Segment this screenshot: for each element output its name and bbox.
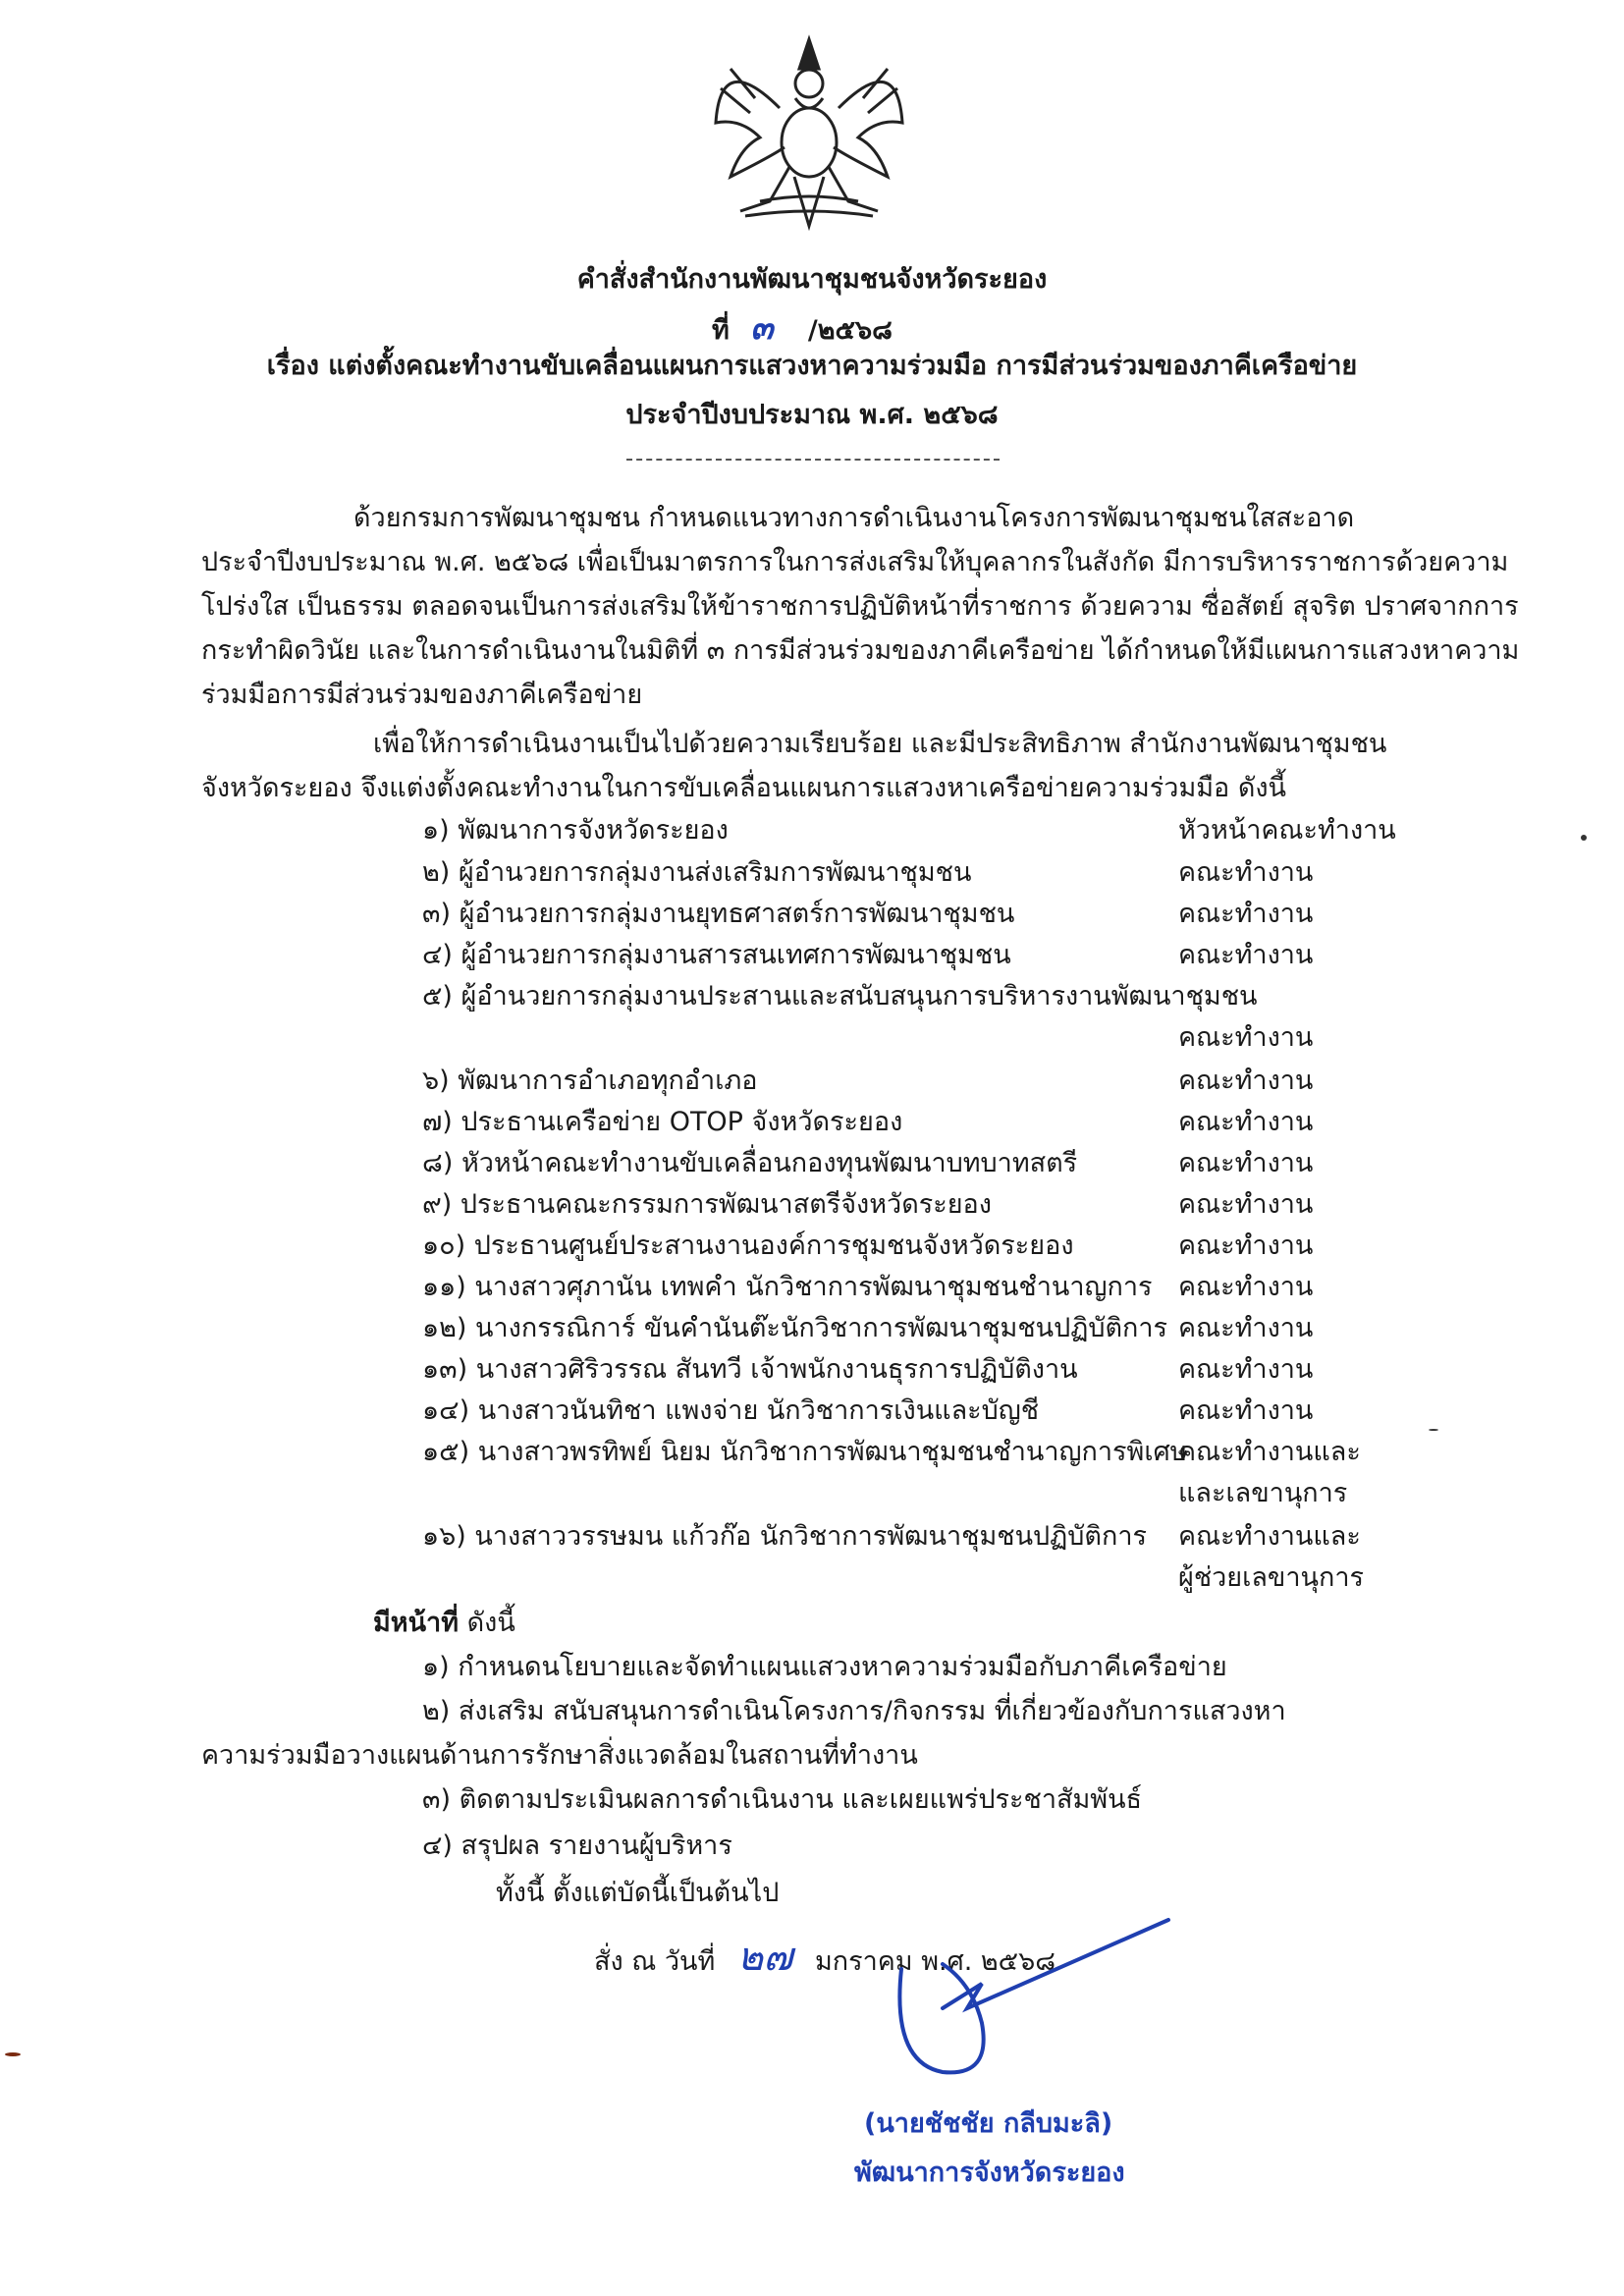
- member-11-role: คณะทำงาน: [1178, 1272, 1314, 1302]
- member-15-role: คณะทำงานและ: [1178, 1437, 1361, 1467]
- intro-p2-line-2: จังหวัดระยอง จึงแต่งตั้งคณะทำงานในการขับเคลื่อนแผนการแสวงหาเครือข่ายความร่วมมือ ดังนี้: [201, 773, 1287, 803]
- member-9-role: คณะทำงาน: [1178, 1189, 1314, 1220]
- member-3-role: คณะทำงาน: [1178, 899, 1314, 929]
- order-number-handwritten: ๓: [750, 308, 774, 348]
- duty-1: ๑) กำหนดนโยบายและจัดทำแผนแสวงหาความร่วมมือกับภาคีเครือข่าย: [422, 1652, 1227, 1682]
- member-16-role: คณะทำงานและ: [1178, 1521, 1361, 1552]
- member-11-name: ๑๑) นางสาวศุภานัน เทพคำ นักวิชาการพัฒนาชุมชนชำนาญการ: [422, 1272, 1153, 1302]
- member-12-role: คณะทำงาน: [1178, 1313, 1314, 1343]
- order-title: คำสั่งสำนักงานพัฒนาชุมชนจังหวัดระยอง: [576, 264, 1048, 295]
- member-13-role: คณะทำงาน: [1178, 1354, 1314, 1385]
- member-6-role: คณะทำงาน: [1178, 1066, 1314, 1096]
- intro-p2-line-1: เพื่อให้การดำเนินงานเป็นไปด้วยความเรียบร้อย และมีประสิทธิภาพ สำนักงานพัฒนาชุมชน: [373, 729, 1387, 759]
- member-14-name: ๑๔) นางสาวนันทิชา แพงจ่าย นักวิชาการเงินและบัญชี: [422, 1395, 1040, 1426]
- subject-line-1: เรื่อง แต่งตั้งคณะทำงานขับเคลื่อนแผนการแสวงหาความร่วมมือ การมีส่วนร่วมของภาคีเครือข่าย: [266, 351, 1358, 381]
- intro-p1-line-4: กระทำผิดวินัย และในการดำเนินงานในมิติที่ ๓ การมีส่วนร่วมของภาคีเครือข่าย ได้กำหนดให้มีแผนการแสวงหาความ: [201, 635, 1520, 666]
- member-4-role: คณะทำงาน: [1178, 940, 1314, 970]
- signatory-name: (นายชัชชัย กลีบมะลิ): [864, 2108, 1113, 2139]
- order-number-prefix: ที่: [712, 315, 730, 346]
- member-2-role: คณะทำงาน: [1178, 857, 1314, 888]
- intro-p1-line-5: ร่วมมือการมีส่วนร่วมของภาคีเครือข่าย: [201, 680, 643, 710]
- member-5-role: คณะทำงาน: [1178, 1022, 1314, 1053]
- member-12-name: ๑๒) นางกรรณิการ์ ขันคำนันต๊ะนักวิชาการพัฒนาชุมชนปฏิบัติการ: [422, 1313, 1168, 1343]
- duties-heading-label: มีหน้าที่: [373, 1608, 460, 1638]
- issued-date-prefix: สั่ง ณ วันที่: [594, 1946, 716, 1977]
- member-9-name: ๙) ประธานคณะกรรมการพัฒนาสตรีจังหวัดระยอง: [422, 1189, 992, 1220]
- issued-day-handwritten: ๒๗: [736, 1935, 793, 1980]
- member-16-role-cont: ผู้ช่วยเลขานุการ: [1178, 1562, 1364, 1593]
- member-16-name: ๑๖) นางสาววรรษมน แก้วก๊อ นักวิชาการพัฒนาชุมชนปฏิบัติการ: [422, 1521, 1147, 1552]
- member-15-role-cont: และเลขานุการ: [1178, 1478, 1348, 1508]
- member-15-name: ๑๕) นางสาวพรทิพย์ นิยม นักวิชาการพัฒนาชุมชนชำนาญการพิเศษ: [422, 1437, 1188, 1467]
- intro-p1-line-1: ด้วยกรมการพัฒนาชุมชน กำหนดแนวทางการดำเนินงานโครงการพัฒนาชุมชนใสสะอาด: [353, 503, 1355, 533]
- member-10-role: คณะทำงาน: [1178, 1230, 1314, 1261]
- effective-clause: ทั้งนี้ ตั้งแต่บัดนี้เป็นต้นไป: [496, 1878, 780, 1908]
- member-7-role: คณะทำงาน: [1178, 1107, 1314, 1137]
- member-2-name: ๒) ผู้อำนวยการกลุ่มงานส่งเสริมการพัฒนาชุมชน: [422, 857, 972, 888]
- duty-4: ๔) สรุปผล รายงานผู้บริหาร: [422, 1831, 732, 1861]
- member-1-role: หัวหน้าคณะทำงาน: [1178, 815, 1396, 846]
- member-1-name: ๑) พัฒนาการจังหวัดระยอง: [422, 815, 729, 846]
- member-13-name: ๑๓) นางสาวศิริวรรณ สันทวี เจ้าพนักงานธุรการปฏิบัติงาน: [422, 1354, 1078, 1385]
- member-10-name: ๑๐) ประธานศูนย์ประสานงานองค์การชุมชนจังหวัดระยอง: [422, 1230, 1074, 1261]
- member-3-name: ๓) ผู้อำนวยการกลุ่มงานยุทธศาสตร์การพัฒนาชุมชน: [422, 899, 1015, 929]
- member-8-role: คณะทำงาน: [1178, 1148, 1314, 1178]
- intro-p1-line-2: ประจำปีงบประมาณ พ.ศ. ๒๕๖๘ เพื่อเป็นมาตรการในการส่งเสริมให้บุคลากรในสังกัด มีการบริหารราชการด้วยความ: [201, 547, 1509, 577]
- duty-2: ๒) ส่งเสริม สนับสนุนการดำเนินโครงการ/กิจกรรม ที่เกี่ยวข้องกับการแสวงหา: [422, 1696, 1286, 1726]
- title-divider: [626, 459, 1000, 461]
- scan-speck: [5, 2052, 21, 2056]
- duty-2-cont: ความร่วมมือวางแผนด้านการรักษาสิ่งแวดล้อมในสถานที่ทำงาน: [201, 1740, 918, 1771]
- duties-heading-suffix: ดังนี้: [459, 1608, 515, 1638]
- member-5-name: ๕) ผู้อำนวยการกลุ่มงานประสานและสนับสนุนการบริหารงานพัฒนาชุมชน: [422, 981, 1258, 1011]
- member-8-name: ๘) หัวหน้าคณะทำงานขับเคลื่อนกองทุนพัฒนาบทบาทสตรี: [422, 1148, 1078, 1178]
- garuda-emblem-icon: [701, 29, 917, 231]
- member-4-name: ๔) ผู้อำนวยการกลุ่มงานสารสนเทศการพัฒนาชุมชน: [422, 940, 1011, 970]
- intro-p1-line-3: โปร่งใส เป็นธรรม ตลอดจนเป็นการส่งเสริมให้ข้าราชการปฏิบัติหน้าที่ราชการ ด้วยความ ซื่อสัตย์ สุจริต ปราศจากการ: [201, 591, 1519, 622]
- issued-date-suffix: มกราคม พ.ศ. ๒๕๖๘: [814, 1946, 1056, 1977]
- duty-3: ๓) ติดตามประเมินผลการดำเนินงาน และเผยแพร่ประชาสัมพันธ์: [422, 1784, 1143, 1815]
- order-number-suffix: /๒๕๖๘: [807, 315, 893, 346]
- member-6-name: ๖) พัฒนาการอำเภอทุกอำเภอ: [422, 1066, 758, 1096]
- signatory-position: พัฒนาการจังหวัดระยอง: [854, 2158, 1125, 2188]
- member-14-role: คณะทำงาน: [1178, 1395, 1314, 1426]
- member-7-name: ๗) ประธานเครือข่าย OTOP จังหวัดระยอง: [422, 1107, 903, 1137]
- duties-heading: [373, 1601, 515, 1643]
- signature-mark: [884, 1915, 1178, 2092]
- subject-line-2: ประจำปีงบประมาณ พ.ศ. ๒๕๖๘: [625, 400, 999, 430]
- scan-speck: [1429, 1429, 1438, 1431]
- scan-speck: [1581, 835, 1587, 841]
